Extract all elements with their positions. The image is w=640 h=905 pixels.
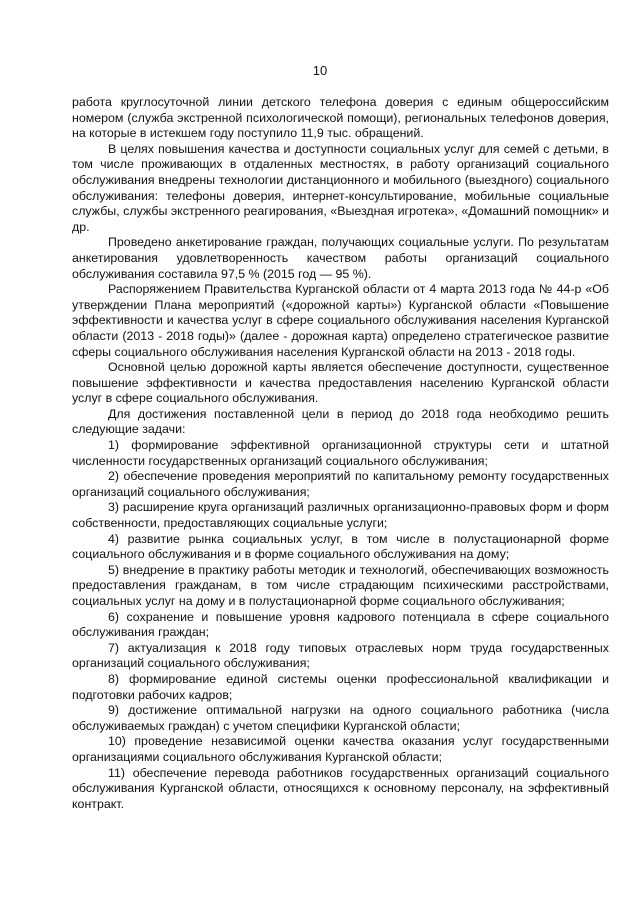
- task-item-1: 1) формирование эффективной организационной структуры сети и штатной численности государственных организаций социального обслуживания;: [72, 438, 609, 468]
- paragraph-roadmap-order: Распоряжением Правительства Курганской области от 4 марта 2013 года № 44-р «Об утверждении Плана мероприятий («дорожной карты») Курганской области «Повышение эффективности и качества услуг в сфере социального обслуживания населения Курганской области (2013 - 2018 годы)» (далее - дорожная карта) определено стратегическое развитие сферы социального обслуживания населения Курганской области на 2013 - 2018 годы.: [72, 282, 609, 359]
- task-item-3: 3) расширение круга организаций различных организационно-правовых форм и форм собственности, предоставляющих социальные услуги;: [72, 500, 609, 531]
- task-item-2: 2) обеспечение проведения мероприятий по капитальному ремонту государственных организаций социального обслуживания;: [72, 469, 609, 499]
- task-item-11: 11) обеспечение перевода работников государственных организаций социального обслуживания Курганской области, относящихся к основному персоналу, на эффективный контракт.: [72, 765, 609, 811]
- task-item-9: 9) достижение оптимальной нагрузки на одного социального работника (числа обслуживаемых граждан) с учетом специфики Курганской области;: [72, 703, 609, 733]
- task-item-4: 4) развитие рынка социальных услуг, в том числе в полустационарной форме социального обслуживания и в форме социального обслуживания на дому;: [72, 531, 609, 562]
- document-body: [72, 95, 609, 812]
- paragraph-survey: Проведено анкетирование граждан, получающих социальные услуги. По результатам анкетирования удовлетворенность качеством работы организаций социального обслуживания составила 97,5 % (2015 год — 95 %).: [72, 235, 609, 281]
- paragraph-hotline: работа круглосуточной линии детского телефона доверия с единым общероссийским номером (служба экстренной психологической помощи), региональных телефонов доверия, на которые в истекшем году поступило 11,9 тыс. обращений.: [72, 95, 609, 141]
- task-item-5: 5) внедрение в практику работы методик и технологий, обеспечивающих возможность предоставления гражданам, в том числе страдающим психическими расстройствами, социальных услуг на дому и в полустационарной форме социального обслуживания;: [72, 562, 609, 608]
- task-item-7: 7) актуализация к 2018 году типовых отраслевых норм труда государственных организаций социального обслуживания;: [72, 640, 609, 671]
- page-number: 10: [312, 63, 328, 78]
- paragraph-roadmap-goal: Основной целью дорожной карты является обеспечение доступности, существенное повышение эффективности и качества предоставления населению Курганской области услуг в сфере социального обслуживания.: [72, 360, 609, 406]
- task-item-10: 10) проведение независимой оценки качества оказания услуг государственными организациями социального обслуживания Курганской области;: [72, 734, 609, 764]
- task-item-8: 8) формирование единой системы оценки профессиональной квалификации и подготовки рабочих кадров;: [72, 671, 609, 702]
- task-item-6: 6) сохранение и повышение уровня кадрового потенциала в сфере социального обслуживания граждан;: [72, 609, 609, 640]
- paragraph-technologies: В целях повышения качества и доступности социальных услуг для семей с детьми, в том числе проживающих в отдаленных местностях, в работу организаций социального обслуживания внедрены технологии дистанционного и мобильного (выездного) социального обслуживания: телефоны доверия, интернет-консультирование, мобильные социальные службы, службы экстренного реагирования, «Выездная игротека», «Домашний помощник» и др.: [72, 141, 609, 234]
- paragraph-tasks-intro: Для достижения поставленной цели в период до 2018 года необходимо решить следующие задачи:: [72, 406, 609, 437]
